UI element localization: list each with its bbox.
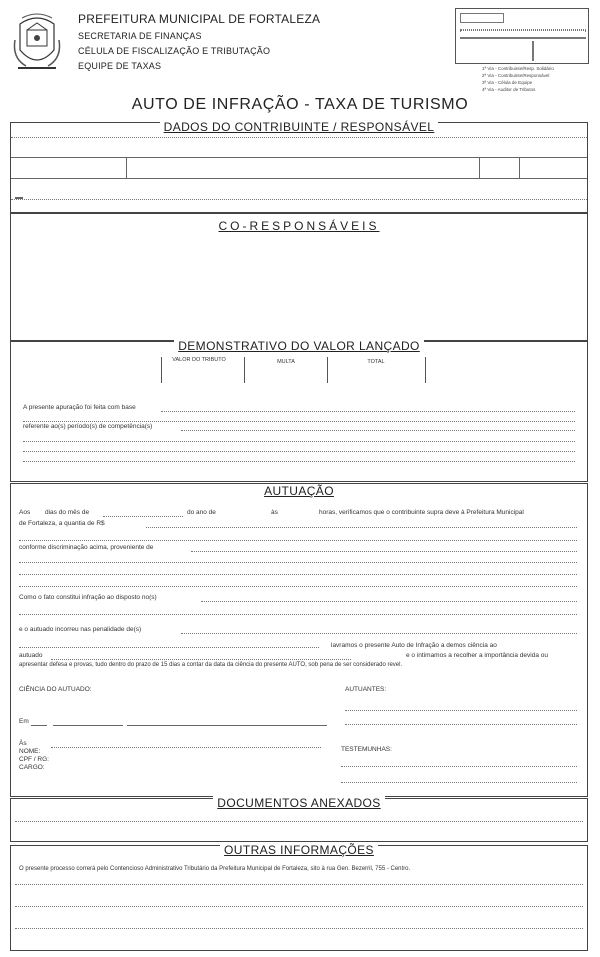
em-label: Em: [19, 718, 29, 725]
section-outras: [10, 845, 588, 951]
outras-text: O presente processo correrá pelo Contencioso Administrativo Tributário da Prefeitura Municipal de Fortaleza, sito à rua Gen. Bezerril, 755 - Centro.: [19, 866, 411, 872]
verificamos-label: horas, verificamos que o contribuinte supra deve à Prefeitura Municipal: [319, 509, 524, 516]
control-stamp-box: [455, 8, 589, 64]
ciencia-label: CIÊNCIA DO AUTUADO:: [19, 686, 92, 693]
lavramos-label: lavramos o presente Auto de Infração a demos ciência ao: [331, 642, 497, 649]
section-title-autuacao: AUTUAÇÃO: [11, 484, 587, 498]
section-title-documentos: DOCUMENTOS ANEXADOS: [11, 796, 587, 810]
col-total: TOTAL: [367, 359, 385, 365]
section-title-contribuinte: DADOS DO CONTRIBUINTE / RESPONSÁVEL: [11, 120, 587, 134]
header-equipe: EQUIPE DE TAXAS: [78, 61, 162, 71]
autuantes-label: AUTUANTES:: [345, 686, 387, 693]
apuracao-label: A presente apuração foi feita com base: [23, 404, 136, 411]
stamp-legend-1: 1ª Via - Contribuinte/Resp. Solidário: [482, 66, 554, 71]
referente-label: referente ao(s) período(s) de competência(s): [23, 423, 153, 430]
penalidades-label: e o autuado incorreu nas penalidade de(s): [19, 626, 142, 633]
intimamos-label: e o intimamos a recolher a importância devida ou: [406, 652, 548, 659]
cargo-label: CARGO:: [19, 764, 45, 771]
apresentar-label: apresentar defesa e provas, tudo dentro do prazo de 15 dias a contar da data da ciência do presente AUTO, sob pena de ser considerado revel.: [19, 662, 403, 668]
fato-label: Como o fato constitui infração ao disposto no(s): [19, 594, 157, 601]
nome-label: NOME:: [19, 748, 41, 755]
stamp-legend-4: 4ª Via - Auditor de Tributos: [482, 87, 536, 92]
form-title: AUTO DE INFRAÇÃO - TAXA DE TURISMO: [131, 96, 469, 113]
autuado-label: autuado: [19, 652, 43, 659]
testemunhas-label: TESTEMUNHAS:: [341, 746, 392, 753]
section-title-outras: OUTRAS INFORMAÇÕES: [11, 843, 587, 857]
as-label: às: [271, 509, 278, 516]
stamp-legend-3: 3ª Via - Célula de Equipe: [482, 80, 533, 85]
org-name: PREFEITURA MUNICIPAL DE FORTALEZA: [78, 12, 321, 26]
city-crest-icon: [12, 10, 62, 74]
as-label-2: Às: [19, 740, 27, 747]
col-valor-tributo: VALOR DO TRIBUTO: [172, 357, 226, 363]
col-multa: MULTA: [277, 359, 295, 365]
section-title-coresponsaveis: CO-RESPONSÁVEIS: [11, 219, 587, 233]
stamp-legend-2: 2ª Via - Contribuinte/Responsável: [482, 73, 550, 78]
section-title-demonstrativo: DEMONSTRATIVO DO VALOR LANÇADO: [11, 339, 587, 353]
section-demonstrativo: [10, 340, 588, 482]
aos-label: Aos: [19, 509, 31, 516]
ano-label: do ano de: [187, 509, 216, 516]
header-celula: CÉLULA DE FISCALIZAÇÃO E TRIBUTAÇÃO: [78, 46, 271, 56]
discriminacao-label: conforme discriminação acima, proveniente de: [19, 544, 154, 551]
section-documentos: [10, 798, 588, 842]
section-contribuinte: [10, 122, 588, 214]
header-secretaria: SECRETARIA DE FINANÇAS: [78, 31, 202, 41]
quantia-label: de Fortaleza, a quantia de R$: [19, 520, 105, 527]
section-coresponsaveis: [10, 212, 588, 342]
section-autuacao: [10, 483, 588, 797]
dias-label: dias do mês de: [45, 509, 90, 516]
cpf-label: CPF / RG:: [19, 756, 49, 763]
